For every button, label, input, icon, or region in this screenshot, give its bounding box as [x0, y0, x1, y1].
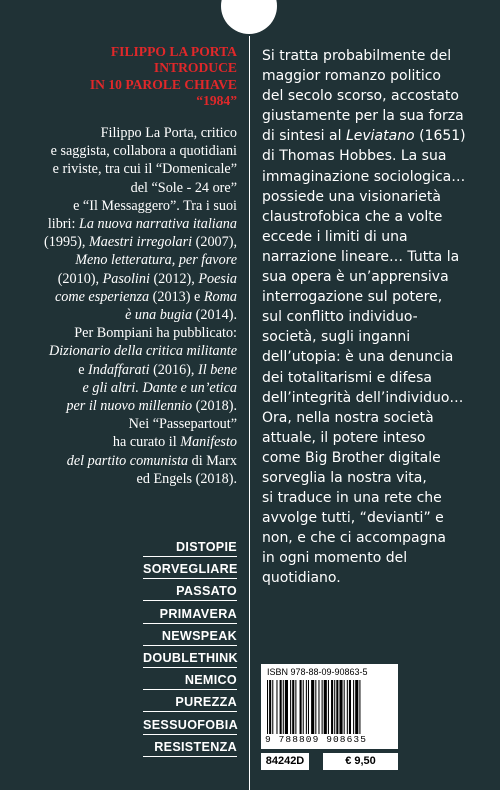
heading-line: IN 10 PAROLE CHIAVE: [89, 76, 237, 92]
bio-line: [18, 342, 237, 360]
bio-book-title: Indaffarati: [88, 361, 150, 378]
bio-text: (2007),: [192, 234, 237, 251]
description-line: attuale, il potere inteso: [262, 429, 426, 446]
description-line: narrazione lineare… Tutta la: [262, 248, 460, 265]
bio-line: [18, 306, 237, 324]
keyword-item: NEWSPEAK: [143, 627, 237, 646]
bio-line: [18, 288, 237, 306]
description-line: in ogni momento del: [262, 550, 408, 567]
bio-book-title: e gli altri. Dante e un’etica: [82, 379, 237, 396]
description-line: avvolge tutti, “devianti” e: [262, 510, 444, 527]
keyword-item: RESISTENZA: [143, 738, 237, 757]
description-line: possiede una visionarietà: [262, 188, 441, 205]
bio-line: del “Sole - 24 ore”: [130, 179, 237, 196]
description-line: [262, 126, 492, 146]
bio-text: (2013) e: [149, 288, 204, 305]
description-line: del secolo scorso, accostato: [262, 88, 459, 105]
bio-book-title: Roma: [203, 288, 237, 305]
bio-line: [18, 270, 237, 288]
bio-line: [18, 433, 237, 451]
bio-line: [18, 215, 237, 233]
bio-text: (2018).: [192, 398, 237, 415]
description-line: claustrofobica che a volte: [262, 208, 443, 225]
description-line: sorveglia la nostra vita,: [262, 469, 427, 486]
barcode-icon: [267, 680, 392, 734]
keyword-item: PRIMAVERA: [143, 605, 237, 624]
keyword-item: SESSUOFOBIA: [143, 716, 237, 735]
bio-text: (2014).: [192, 307, 237, 324]
bio-line: ed Engels (2018).: [136, 470, 237, 487]
bio-text: (2012),: [149, 270, 199, 287]
bio-line: e riviste, tra cui il “Domenicale”: [52, 161, 237, 178]
description-line: immaginazione sociologica…: [262, 168, 466, 185]
description-line: società, sugli inganni: [262, 329, 411, 346]
description-text: di sintesi al: [262, 128, 346, 145]
barcode-digits: 9 788809 908635: [265, 734, 368, 745]
bio-line: e saggista, collabora a quotidiani: [50, 143, 237, 160]
isbn-label: ISBN 978-88-09-90863-5: [267, 667, 368, 677]
bio-line: [18, 379, 237, 397]
bio-book-title: Pasolini: [102, 270, 150, 287]
description-line: Ora, nella nostra società: [262, 409, 434, 426]
bio-book-title: Manifesto: [180, 434, 237, 451]
bio-book-title: per il nuovo millennio: [66, 398, 193, 415]
bio-line: Per Bompiani ha pubblicato:: [74, 325, 237, 342]
bio-line: [18, 397, 237, 415]
product-code: 84242D: [261, 753, 309, 770]
description-line: Si tratta probabilmente del: [262, 48, 452, 64]
description-line: sua opera è un’apprensiva: [262, 269, 449, 286]
description-line: dei totalitarismi e difesa: [262, 369, 432, 386]
bio-line: e “Il Messaggero”. Tra i suoi: [73, 197, 237, 214]
heading: [80, 44, 237, 110]
bio-line: [18, 452, 237, 470]
bio-book-title: del partito comunista: [66, 452, 189, 469]
barcode-box: [261, 664, 398, 749]
description-line: si traduce in una rete che: [262, 490, 442, 507]
description-line: quotidiano.: [262, 570, 341, 587]
description-line: sul conflitto individuo-: [262, 309, 418, 326]
description-line: di Thomas Hobbes. La sua: [262, 148, 447, 165]
bio-book-title: Maestri irregolari: [88, 234, 193, 251]
bio-line: Nei “Passepartout”: [128, 416, 237, 433]
book-description: [262, 46, 492, 589]
bio-book-title: Poesia: [198, 270, 237, 287]
description-line: come Big Brother digitale: [262, 449, 441, 466]
bio-text: (1995),: [44, 234, 89, 251]
heading-line: “1984”: [196, 93, 237, 109]
author-bio: [18, 124, 237, 488]
keyword-item: DISTOPIE: [143, 538, 237, 557]
bio-book-title: Dizionario della critica militante: [49, 343, 237, 360]
description-text: (1651): [414, 128, 466, 145]
bio-text: libri:: [47, 216, 79, 233]
keyword-item: PASSATO: [143, 582, 237, 601]
bio-text: (2010),: [57, 270, 103, 287]
bio-book-title: La nuova narrativa italiana: [78, 216, 237, 233]
keyword-item: PUREZZA: [143, 693, 237, 712]
bio-book-title: Meno letteratura, per favore: [75, 252, 237, 269]
bio-text: e: [78, 361, 89, 378]
bio-text: (2016),: [149, 361, 198, 378]
bio-line: Filippo La Porta, critico: [100, 125, 237, 141]
price-label: € 9,50: [323, 753, 398, 770]
keyword-item: NEMICO: [143, 671, 237, 690]
description-line: interrogazione sul potere,: [262, 289, 443, 306]
keyword-item: DOUBLETHINK: [143, 649, 237, 668]
bio-text: ha curato il: [112, 434, 181, 451]
heading-line: FILIPPO LA PORTA: [110, 44, 237, 59]
description-title: Leviatano: [345, 128, 415, 145]
description-line: dell’utopia: è una denuncia: [262, 349, 454, 366]
bio-book-title: come esperienza: [54, 288, 150, 305]
description-line: non, e che ci accompagna: [262, 530, 446, 547]
bio-text: di Marx: [188, 452, 237, 469]
keyword-list: [143, 538, 237, 760]
description-line: maggior romanzo politico: [262, 68, 441, 85]
heading-line: INTRODUCE: [153, 60, 237, 76]
description-line: dell’integrità dell’individuo…: [262, 389, 464, 406]
bio-book-title: Il bene: [198, 361, 237, 378]
description-line: giustamente per la sua forza: [262, 108, 464, 125]
bio-line: [18, 251, 237, 269]
column-divider: [249, 36, 250, 790]
keyword-item: SORVEGLIARE: [143, 560, 237, 579]
description-line: eccede i limiti di una: [262, 228, 408, 245]
bio-book-title: è una bugia: [125, 307, 193, 324]
bio-line: [18, 361, 237, 379]
bio-line: [18, 233, 237, 251]
top-notch: [221, 0, 277, 34]
